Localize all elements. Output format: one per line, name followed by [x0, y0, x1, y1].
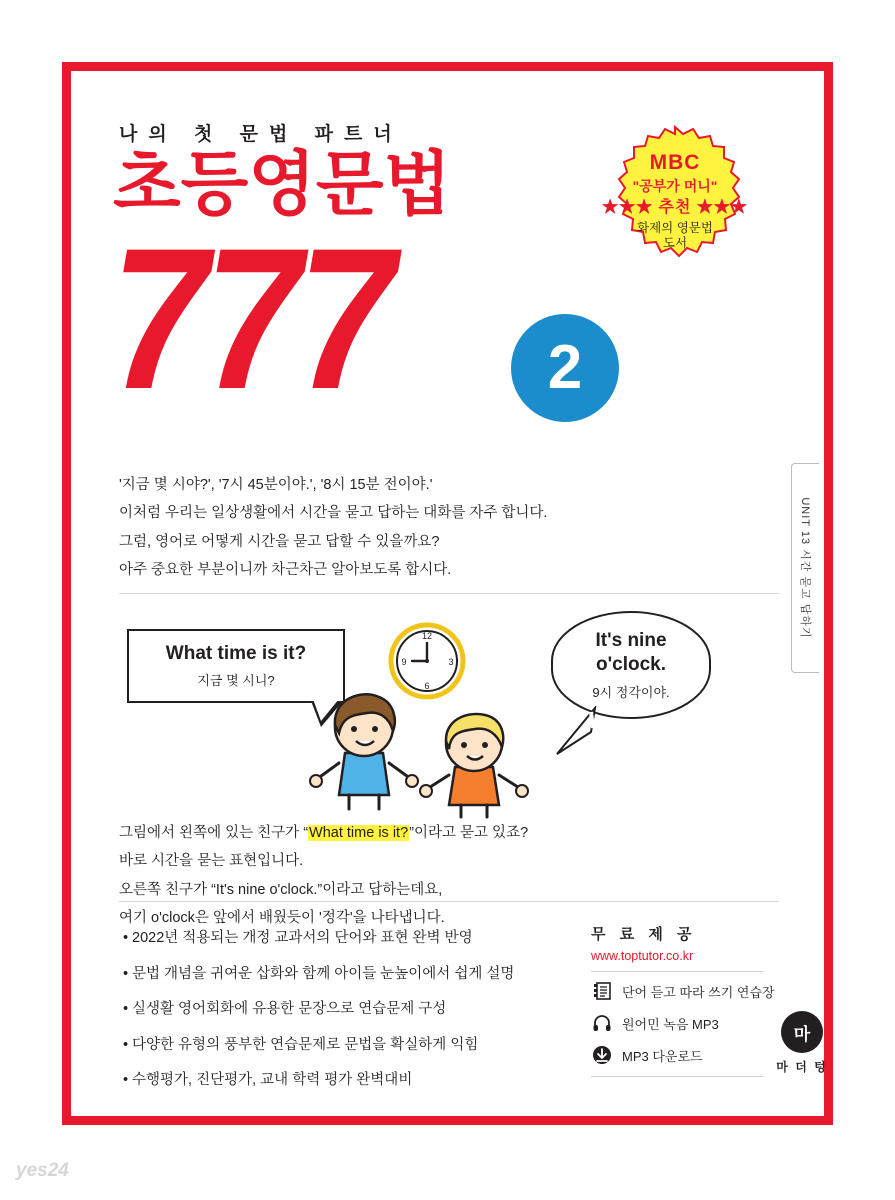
list-item: [123, 957, 578, 993]
bullet-text: 문법 개념을 귀여운 삽화와 함께 아이들 눈높이에서 쉽게 설명: [132, 965, 515, 982]
divider-top: [119, 593, 779, 594]
speech-bubble-right: [551, 611, 711, 719]
publisher-logo: [771, 1011, 833, 1075]
svg-text:6: 6: [424, 681, 430, 691]
speech-left-english: What time is it?: [165, 643, 307, 664]
speech-right-english-1: It's nine: [595, 630, 667, 652]
speech-right-korean: 9시 정각이야.: [592, 684, 670, 700]
explain-line-1: [119, 819, 759, 847]
list-item: [123, 1063, 578, 1099]
speech-bubble-right-tail: [551, 706, 611, 761]
list-item: [123, 921, 578, 957]
free-item-mp3-download: [591, 1044, 786, 1066]
mbc-recommendation-seal: [599, 125, 751, 277]
free-provision-divider-2: [591, 1076, 763, 1077]
speech-left-korean: 지금 몇 시니?: [197, 673, 275, 688]
free-item-label: MP3 다운로드: [622, 1048, 703, 1064]
free-provision-title: 무 료 제 공: [591, 926, 697, 943]
explanation-paragraph: [119, 819, 759, 932]
headphone-icon: [591, 1012, 613, 1034]
bullet-dot-icon: •: [123, 965, 129, 982]
cover-kicker: 나의 첫 문법 파트너: [119, 124, 403, 145]
unit-side-tab: [791, 463, 819, 673]
bullet-dot-icon: •: [123, 1001, 129, 1018]
free-item-mp3-recording: [591, 1012, 786, 1034]
bullet-text: 2022년 적용되는 개정 교과서의 단어와 표현 완벽 반영: [132, 930, 473, 946]
free-item-workbook: [591, 980, 786, 1002]
free-provision-block: [591, 923, 786, 1077]
bullet-text: 수행평가, 진단평가, 교내 학력 평가 완벽대비: [132, 1072, 413, 1089]
red-border-frame: [62, 62, 833, 1125]
intro-line-2: 이처럼 우리는 일상생활에서 시간을 묻고 답하는 대화를 자주 합니다.: [119, 505, 548, 522]
download-icon: [591, 1044, 613, 1066]
explain-line-1-pre: 그림에서 왼쪽에 있는 친구가 “: [119, 825, 309, 841]
comic-scene: [119, 611, 784, 811]
free-item-label: 원어민 녹음 MP3: [622, 1016, 719, 1032]
explain-line-2: 바로 시간을 묻는 표현입니다.: [119, 853, 304, 870]
site-watermark: yes24: [16, 1160, 69, 1181]
list-item: [123, 992, 578, 1028]
bullet-dot-icon: •: [123, 1036, 129, 1053]
intro-line-3: 그럼, 영어로 어떻게 시간을 묻고 답할 수 있을까요?: [119, 533, 440, 550]
bullet-text: 다양한 유형의 풍부한 연습문제로 문법을 확실하게 익힘: [132, 1036, 479, 1053]
volume-badge: 2: [511, 314, 619, 422]
seal-broadcaster: MBC: [649, 151, 701, 174]
notebook-icon: [591, 980, 613, 1002]
free-item-label: 단어 듣고 따라 쓰기 연습장: [622, 984, 775, 1000]
intro-paragraph: [119, 471, 719, 584]
free-provision-divider-1: [591, 971, 763, 972]
explain-highlight: What time is it?: [309, 825, 409, 841]
character-boy-left: [309, 691, 419, 811]
cover-header: [71, 71, 824, 456]
publisher-mark: 마: [781, 1011, 823, 1053]
bullet-dot-icon: •: [123, 1072, 129, 1089]
speech-right-english-2: o'clock.: [596, 654, 666, 675]
series-number: 777: [111, 207, 391, 432]
svg-text:9: 9: [401, 657, 407, 667]
intro-line-4: 아주 중요한 부분이니까 차근차근 알아보도록 합시다.: [119, 561, 452, 578]
explain-line-4: 여기 o'clock은 앞에서 배웠듯이 '정각'을 나타냅니다.: [119, 909, 445, 926]
feature-bullet-list: [123, 921, 578, 1099]
svg-text:12: 12: [421, 631, 433, 641]
wall-clock-icon: [387, 621, 467, 701]
explain-line-3: 오른쪽 친구가 “It's nine o'clock.”이라고 답하는데요,: [119, 881, 443, 898]
publisher-name: 마 더 텅: [776, 1060, 828, 1074]
intro-line-1: '지금 몇 시야?', '7시 45분이야.', '8시 15분 전이야.': [119, 477, 433, 493]
page-title: 초등영문법: [113, 145, 452, 223]
bullet-dot-icon: •: [123, 930, 129, 946]
seal-program: "공부가 머니": [632, 178, 718, 195]
explain-line-1-post: ”이라고 묻고 있죠?: [409, 825, 529, 841]
seal-subtitle-1: 화제의 영문법: [637, 220, 713, 235]
free-provision-url[interactable]: www.toptutor.co.kr: [591, 949, 694, 963]
seal-recommend: ★★★ 추천 ★★★: [602, 198, 748, 216]
unit-side-tab-label: UNIT 13 시간 묻고 답하기: [798, 497, 811, 639]
seal-subtitle-2: 도서: [662, 236, 688, 251]
character-girl-right: [419, 709, 529, 819]
list-item: [123, 1028, 578, 1064]
divider-bottom: [119, 901, 779, 902]
svg-text:3: 3: [448, 657, 454, 667]
bullet-text: 실생활 영어회화에 유용한 문장으로 연습문제 구성: [132, 1001, 447, 1018]
